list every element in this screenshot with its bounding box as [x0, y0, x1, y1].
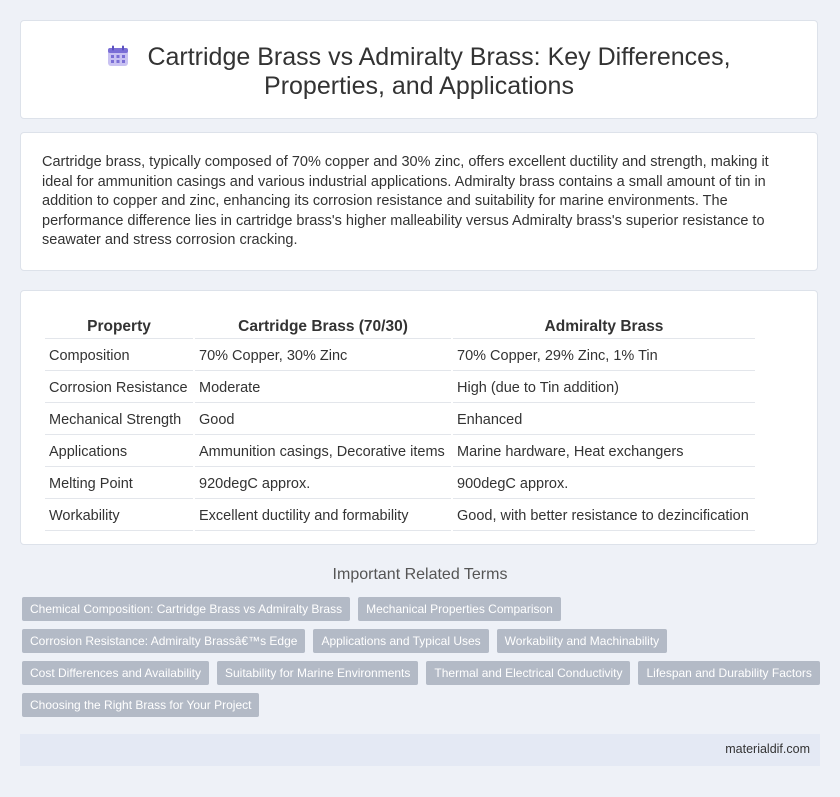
- related-terms-heading: Important Related Terms: [332, 566, 508, 583]
- comparison-table: [43, 313, 757, 533]
- related-term-tag[interactable]: Mechanical Properties Comparison: [358, 597, 561, 621]
- related-term-tag[interactable]: Cost Differences and Availability: [22, 661, 209, 685]
- table-cell: Marine hardware, Heat exchangers: [453, 437, 755, 467]
- table-cell: Ammunition casings, Decorative items: [195, 437, 451, 467]
- table-cell: 70% Copper, 30% Zinc: [195, 341, 451, 371]
- table-cell: Composition: [45, 341, 193, 371]
- related-term-tag[interactable]: Applications and Typical Uses: [313, 629, 488, 653]
- table-cell: 920degC approx.: [195, 469, 451, 499]
- related-term-tag[interactable]: Thermal and Electrical Conductivity: [426, 661, 630, 685]
- table-cell: Corrosion Resistance: [45, 373, 193, 403]
- page-title: Cartridge Brass vs Admiralty Brass: Key Differences, Properties, and Applications: [147, 43, 731, 100]
- table-cell: Moderate: [195, 373, 451, 403]
- table-row: [45, 405, 755, 435]
- page-title-wrap: [21, 43, 817, 101]
- table-cell: Workability: [45, 501, 193, 531]
- table-row: [45, 501, 755, 531]
- table-cell: Enhanced: [453, 405, 755, 435]
- title-card: [20, 20, 818, 119]
- table-row: [45, 469, 755, 499]
- related-term-tag[interactable]: Chemical Composition: Cartridge Brass vs Admiralty Brass: [22, 597, 350, 621]
- related-term-tag[interactable]: Suitability for Marine Environments: [217, 661, 418, 685]
- intro-card: [20, 132, 818, 271]
- calendar-grid-icon: [107, 45, 129, 67]
- table-row: [45, 341, 755, 371]
- header-property: Property: [45, 315, 193, 339]
- related-term-tag[interactable]: Lifespan and Durability Factors: [638, 661, 819, 685]
- related-terms-list: [22, 597, 822, 717]
- table-cell: Good: [195, 405, 451, 435]
- table-cell: Excellent ductility and formability: [195, 501, 451, 531]
- table-row: [45, 437, 755, 467]
- header-cartridge-brass: Cartridge Brass (70/30): [195, 315, 451, 339]
- table-cell: Mechanical Strength: [45, 405, 193, 435]
- table-cell: 900degC approx.: [453, 469, 755, 499]
- table-cell: 70% Copper, 29% Zinc, 1% Tin: [453, 341, 755, 371]
- table-cell: Applications: [45, 437, 193, 467]
- table-cell: Good, with better resistance to dezincification: [453, 501, 755, 531]
- table-row: [45, 373, 755, 403]
- related-term-tag[interactable]: Workability and Machinability: [497, 629, 668, 653]
- comparison-table-card: [20, 290, 818, 545]
- table-cell: Melting Point: [45, 469, 193, 499]
- intro-paragraph: Cartridge brass, typically composed of 70% copper and 30% zinc, offers excellent ductility and strength, making it ideal for ammunition casings and various industrial applications. Admiralty brass contains a small amount of tin in addition to copper and zinc, enhancing its corrosion resistance and suitability for marine environments. The performance difference lies in cartridge brass's higher malleability versus Admiralty brass's superior resistance to seawater and stress corrosion cracking.: [42, 154, 769, 248]
- footer: [20, 734, 820, 766]
- table-header-row: [45, 315, 755, 339]
- header-admiralty-brass: Admiralty Brass: [453, 315, 755, 339]
- footer-site-link[interactable]: materialdif.com: [725, 742, 810, 756]
- related-term-tag[interactable]: Corrosion Resistance: Admiralty Brassâ€™s Edge: [22, 629, 305, 653]
- table-cell: High (due to Tin addition): [453, 373, 755, 403]
- related-term-tag[interactable]: Choosing the Right Brass for Your Project: [22, 693, 259, 717]
